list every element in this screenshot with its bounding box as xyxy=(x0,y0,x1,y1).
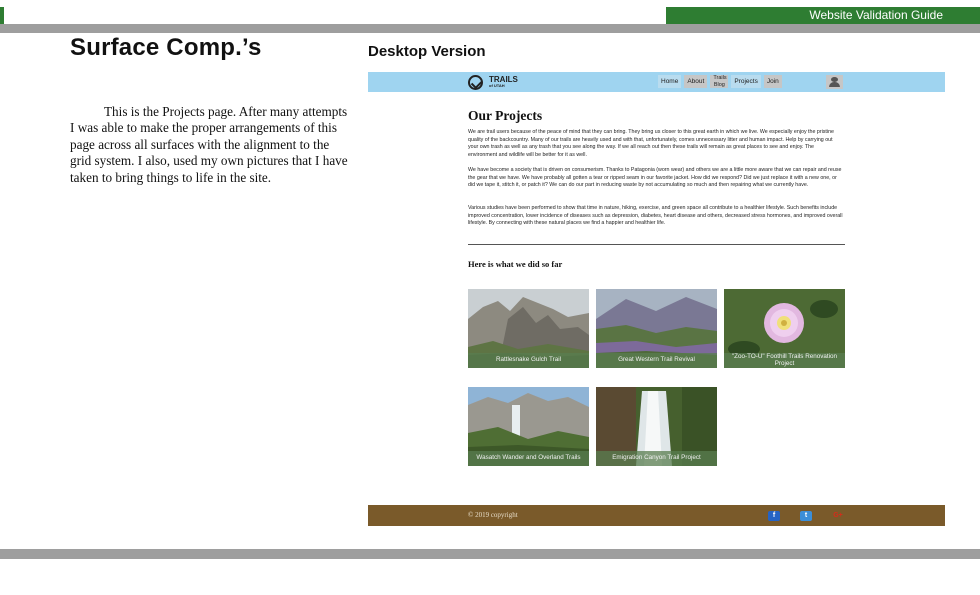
mock-nav-items xyxy=(658,75,782,88)
project-card-emigration-canyon[interactable] xyxy=(596,387,717,466)
project-card-zoo-to-u[interactable] xyxy=(724,289,845,368)
mock-paragraph: We have become a society that is driven on consumerism. Thanks to Patagonia (worn wear) and others we are a little more aware that we can repair and reuse the gear that we have. We have probably all gotten a tear or ripped seam in our favorite jacket. How did we respond? Did we just replace it with a new one, or did we tape it, stitch it, or patch it? We can do our part in reducing waste by not accumulating so much and then repairing what we currently have. xyxy=(468,167,842,188)
project-caption: Rattlesnake Gulch Trail xyxy=(468,353,589,368)
facebook-icon[interactable]: f xyxy=(768,511,780,521)
nav-projects[interactable]: Projects xyxy=(731,75,760,88)
project-card-rattlesnake-gulch[interactable] xyxy=(468,289,589,368)
nav-join[interactable]: Join xyxy=(764,75,782,88)
bottom-divider-bar xyxy=(0,549,980,559)
guide-banner: Website Validation Guide xyxy=(666,7,980,24)
google-plus-icon[interactable]: G+ xyxy=(833,512,843,519)
project-card-wasatch-wander[interactable] xyxy=(468,387,589,466)
desktop-version-heading: Desktop Version xyxy=(368,43,486,60)
nav-home[interactable]: Home xyxy=(658,75,681,88)
mock-footer xyxy=(368,505,945,526)
mock-navbar xyxy=(368,72,945,92)
page-description: This is the Projects page. After many attempts I was able to make the proper arrangements of this page across all surfaces with the alignment to the grid system. I also, used my own pictures that I have taken to bring things to life in the site. xyxy=(70,104,348,185)
page-title: Surface Comp.’s xyxy=(70,34,262,61)
project-card-great-western[interactable] xyxy=(596,289,717,368)
user-account-icon[interactable] xyxy=(826,75,843,89)
project-caption: "Zoo-TO-U" Foothill Trails Renovation Project xyxy=(724,353,845,368)
nav-trails-blog[interactable]: Trails Blog xyxy=(710,75,728,88)
logo-text: TRAILS xyxy=(489,75,518,84)
desktop-mockup xyxy=(368,72,945,526)
top-accent-bar xyxy=(0,7,4,24)
twitter-icon[interactable]: t xyxy=(800,511,812,521)
project-caption: Wasatch Wander and Overland Trails xyxy=(468,451,589,466)
project-caption: Great Western Trail Revival xyxy=(596,353,717,368)
mock-subheading: Here is what we did so far xyxy=(468,259,563,269)
copyright-text: © 2019 copyright xyxy=(468,511,518,519)
mock-logo[interactable] xyxy=(468,74,518,90)
mock-page-title: Our Projects xyxy=(468,108,543,123)
mock-divider xyxy=(468,244,845,245)
nav-about[interactable]: About xyxy=(684,75,707,88)
logo-subtext: of UTAH xyxy=(489,83,505,88)
trail-logo-icon xyxy=(468,75,483,90)
mock-paragraph: Various studies have been performed to show that time in nature, hiking, exercise, and green space all contribute to a healthier lifestyle. Such benefits include improved concentration, lower incidence of diseases such as depression, diabetes, heart disease and others, decreased stress hormones, and improved overall lifestyle. By connecting with these natural places we find a happier and healthier life. xyxy=(468,205,843,226)
top-divider-bar xyxy=(0,24,980,33)
mock-paragraph: We are trail users because of the peace of mind that they can bring. They bring us closer to this great earth in which we live. We especially enjoy the pristine quality of the backcountry. Many of our trails are heavily used and with that, unfortunately, comes unnecessary litter and human impact. Help by carrying out your own trash as well as any trash that you see along the way. If we all reach out then these trails will remain as great places to see and enjoy. The environment and wildlife will be better for it as well. xyxy=(468,129,834,158)
project-caption: Emigration Canyon Trail Project xyxy=(596,451,717,466)
